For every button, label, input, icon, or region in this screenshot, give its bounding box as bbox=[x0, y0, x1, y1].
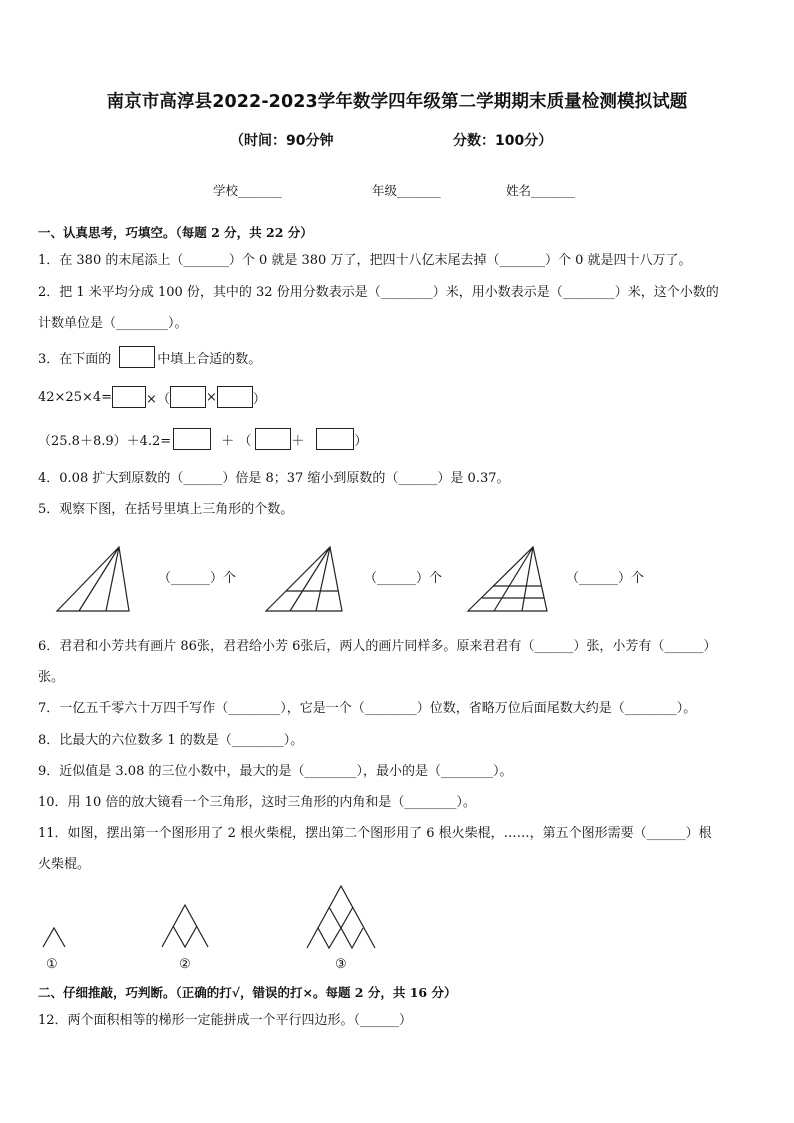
school-field[interactable]: 学校_______ bbox=[213, 183, 282, 198]
eq1-part-c: × bbox=[205, 389, 217, 405]
question-4: 4．0.08 扩大到原数的（______）倍是 8；37 缩小到原数的（______）是 0.37。 bbox=[38, 471, 510, 486]
matchstick-figure-2 bbox=[158, 900, 214, 950]
answer-box-eq2-3[interactable] bbox=[316, 428, 354, 450]
answer-box-eq2-2[interactable] bbox=[255, 428, 291, 450]
question-5: 5．观察下图，在括号里填上三角形的个数。 bbox=[38, 502, 294, 517]
exam-score: 分数：100分） bbox=[453, 133, 553, 149]
question-3-eq1 bbox=[38, 386, 266, 408]
section-heading-2: 二、仔细推敲，巧判断。（正确的打√，错误的打×。每题 2 分，共 16 分） bbox=[38, 985, 457, 1000]
eq1-part-d: ） bbox=[252, 391, 266, 407]
triangle-answer-1: （______）个 bbox=[158, 571, 237, 586]
eq1-part-a: 42×25×4= bbox=[38, 389, 113, 405]
question-2-line1: 2．把 1 米平均分成 100 份，其中的 32 份用分数表示是（________）米，用小数表示是（________）米，这个小数的 bbox=[38, 285, 719, 300]
name-field[interactable]: 姓名_______ bbox=[506, 183, 575, 198]
triangle-answer-3: （______）个 bbox=[566, 571, 645, 586]
question-2-line2: 计数单位是（________）。 bbox=[38, 316, 188, 331]
section-heading-1: 一、认真思考，巧填空。（每题 2 分，共 22 分） bbox=[38, 225, 313, 240]
page-title: 南京市高淳县2022-2023学年数学四年级第二学期期末质量检测模拟试题 bbox=[106, 92, 688, 112]
eq2-part-d: ） bbox=[354, 433, 368, 449]
eq2-part-c: ＋ bbox=[291, 433, 305, 449]
matchstick-figure-1 bbox=[40, 924, 72, 950]
question-3-intro-a: 3．在下面的 bbox=[38, 351, 112, 367]
figure-label-1: ① bbox=[46, 957, 58, 972]
triangle-answer-2: （______）个 bbox=[364, 571, 443, 586]
matchstick-figure-3 bbox=[303, 882, 383, 950]
answer-box-eq1-1[interactable] bbox=[112, 386, 146, 408]
triangle-figure-3 bbox=[462, 540, 554, 615]
exam-time: （时间：90分钟 bbox=[230, 133, 334, 149]
eq2-part-a: （25.8＋8.9）＋4.2= bbox=[38, 433, 172, 449]
eq2-part-b: ＋ （ bbox=[221, 433, 252, 449]
figure-label-2: ② bbox=[179, 957, 191, 972]
question-10: 10．用 10 倍的放大镜看一个三角形，这时三角形的内角和是（________）。 bbox=[38, 795, 476, 810]
grade-field[interactable]: 年级_______ bbox=[372, 183, 441, 198]
eq1-part-b: ×（ bbox=[146, 391, 170, 407]
question-11-line2: 火柴棍。 bbox=[38, 857, 91, 872]
figure-label-3: ③ bbox=[335, 957, 347, 972]
question-3-intro bbox=[38, 346, 261, 368]
question-1: 1．在 380 的末尾添上（_______）个 0 就是 380 万了，把四十八亿末尾去掉（_______）个 0 就是四十八万了。 bbox=[38, 253, 692, 268]
question-3-intro-b: 中填上合适的数。 bbox=[157, 351, 262, 367]
question-8: 8．比最大的六位数多 1 的数是（________）。 bbox=[38, 733, 304, 748]
question-6-line1: 6．君君和小芳共有画片 86张，君君给小芳 6张后，两人的画片同样多。原来君君有（______）张，小芳有（______） bbox=[38, 639, 717, 654]
question-6-line2: 张。 bbox=[38, 670, 65, 685]
question-9: 9．近似值是 3.08 的三位小数中，最大的是（________），最小的是（________）。 bbox=[38, 764, 513, 779]
answer-box-eq1-2[interactable] bbox=[170, 386, 206, 408]
question-12: 12．两个面积相等的梯形一定能拼成一个平行四边形。（______） bbox=[38, 1013, 413, 1028]
triangle-figure-1 bbox=[50, 540, 140, 615]
answer-box-eq2-1[interactable] bbox=[173, 428, 211, 450]
question-3-eq2 bbox=[38, 428, 367, 450]
answer-box-eq1-3[interactable] bbox=[217, 386, 253, 408]
answer-box-sample bbox=[119, 346, 155, 368]
triangle-figure-2 bbox=[260, 540, 350, 615]
question-7: 7．一亿五千零六十万四千写作（________），它是一个（________）位数，省略万位后面尾数大约是（________）。 bbox=[38, 701, 697, 716]
question-11-line1: 11．如图，摆出第一个图形用了 2 根火柴棍，摆出第二个图形用了 6 根火柴棍，……，第五个图形需要（______）根 bbox=[38, 826, 712, 841]
